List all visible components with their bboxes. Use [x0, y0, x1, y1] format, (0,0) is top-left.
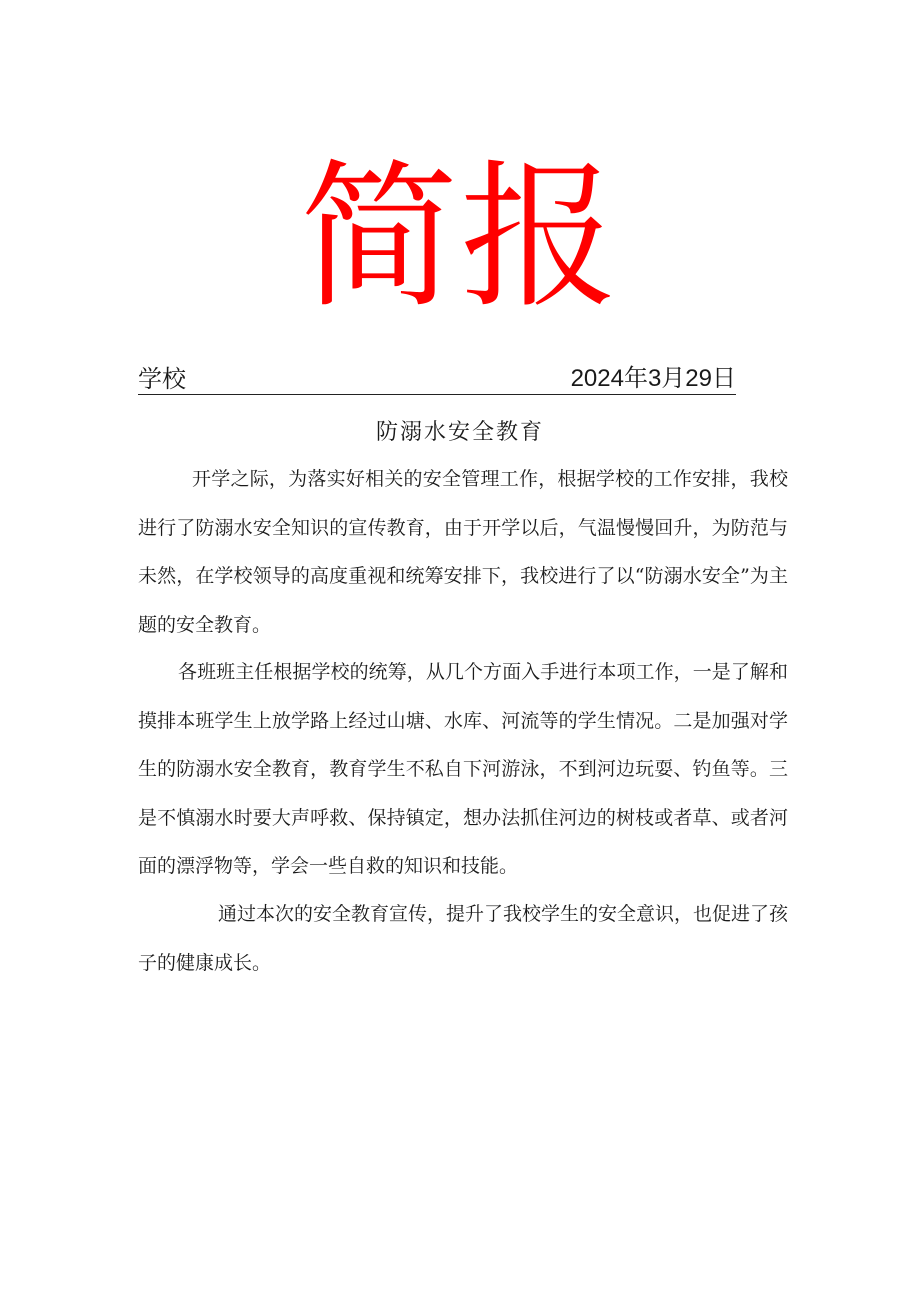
article-title: 防溺水安全教育 [375, 420, 544, 445]
paragraph-2: 各班班主任根据学校的统筹，从几个方面入手进行本项工作，一是了解和摸排本班学生上放学路上经过山塘、水库、河流等的学生情况。二是加强对学生的防溺水安全教育，教育学生不私自下河游泳，不到河边玩耍、钓鱼等。三是不慎溺水时要大声呼救、保持镇定，想办法抓住河边的树枝或者草、或者河面的漂浮物等，学会一些自救的知识和技能。 [138, 661, 788, 877]
masthead-title: 简报 [300, 146, 620, 330]
paragraph-3: 通过本次的安全教育宣传，提升了我校学生的安全意识，也促进了孩子的健康成长。 [138, 903, 789, 974]
school-label: 学校 [138, 365, 186, 393]
info-line [138, 362, 736, 395]
issue-date: 2024年3月29日 [570, 365, 736, 392]
paragraph-1: 开学之际，为落实好相关的安全管理工作，根据学校的工作安排，我校进行了防溺水安全知识的宣传教育，由于开学以后，气温慢慢回升，为防范与未然，在学校领导的高度重视和统筹安排下，我校进行了以“防溺水安全”为主题的安全教育。 [138, 468, 788, 636]
